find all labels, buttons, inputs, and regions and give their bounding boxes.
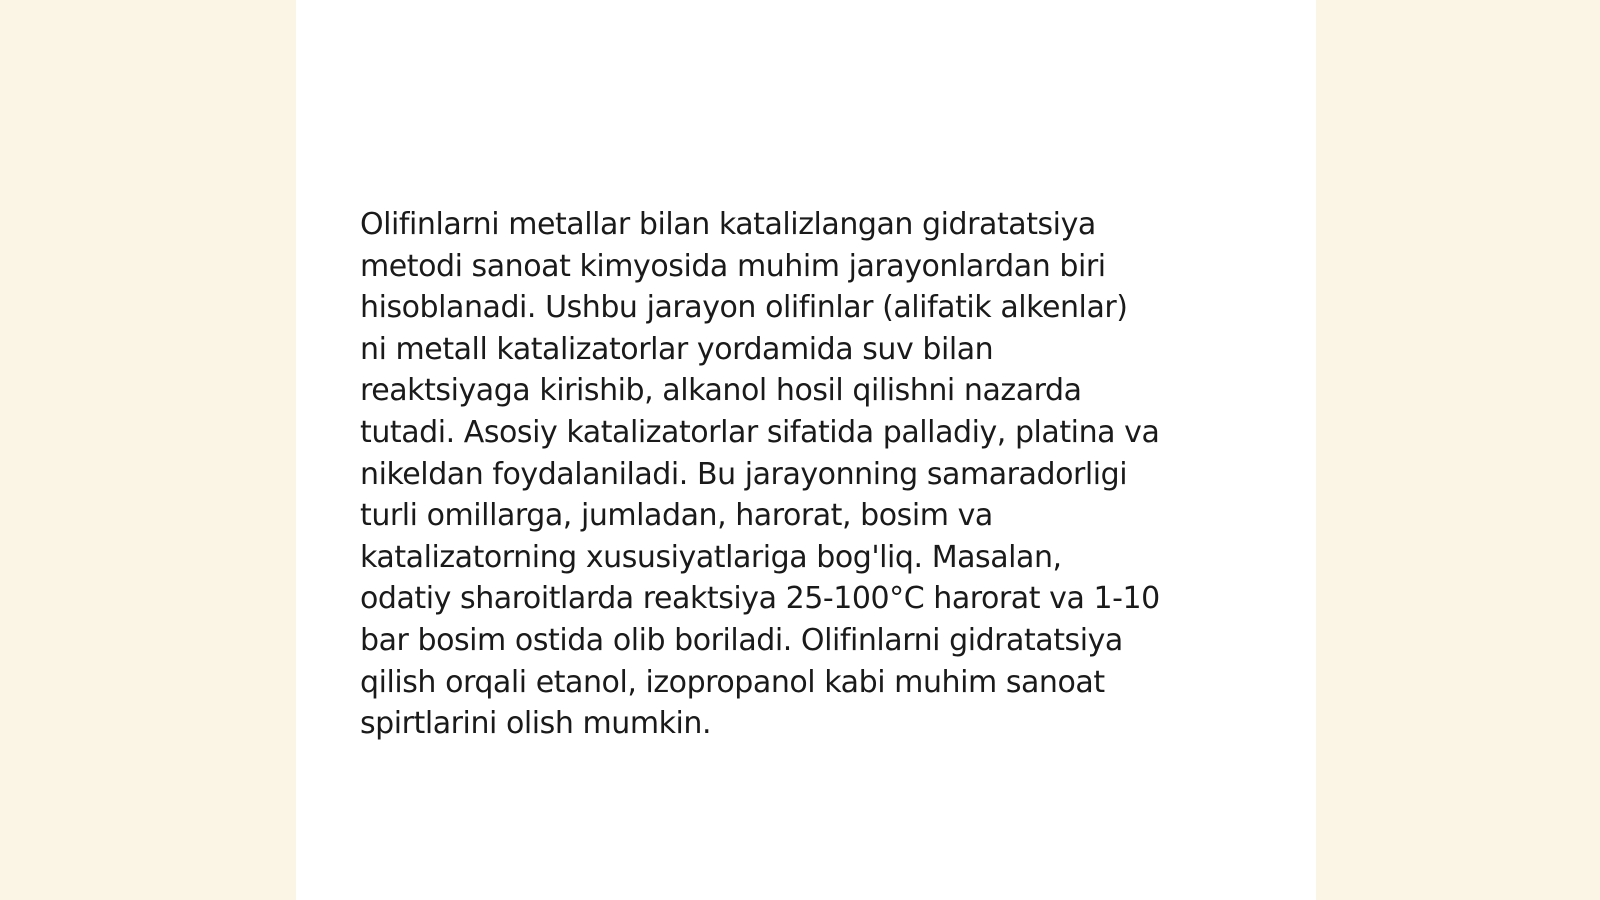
body-line: spirtlarini olish mumkin. (360, 706, 712, 742)
body-line: hisoblanadi. Ushbu jarayon olifinlar (alifatik alkenlar) (360, 290, 1128, 326)
body-line: katalizatorning xususiyatlariga bog'liq. Masalan, (360, 539, 1062, 575)
body-line: Olifinlarni metallar bilan katalizlangan gidratatsiya (360, 207, 1096, 242)
body-line: odatiy sharoitlarda reaktsiya 25-100°C harorat va 1-10 (360, 581, 1160, 617)
body-line: metodi sanoat kimyosida muhim jarayonlardan biri (360, 248, 1106, 284)
left-margin-background (0, 0, 296, 900)
body-paragraph (360, 204, 1260, 745)
body-line: bar bosim ostida olib boriladi. Olifinlarni gidratatsiya (360, 622, 1123, 658)
body-line: nikeldan foydalaniladi. Bu jarayonning samaradorligi (360, 456, 1128, 492)
right-margin-background (1316, 0, 1600, 900)
body-line: turli omillarga, jumladan, harorat, bosim va (360, 498, 993, 534)
slide-page (296, 0, 1316, 900)
body-line: reaktsiyaga kirishib, alkanol hosil qilishni nazarda (360, 373, 1082, 409)
body-line: qilish orqali etanol, izopropanol kabi muhim sanoat (360, 664, 1105, 700)
body-line: ni metall katalizatorlar yordamida suv bilan (360, 331, 994, 367)
body-line: tutadi. Asosiy katalizatorlar sifatida palladiy, platina va (360, 414, 1160, 450)
